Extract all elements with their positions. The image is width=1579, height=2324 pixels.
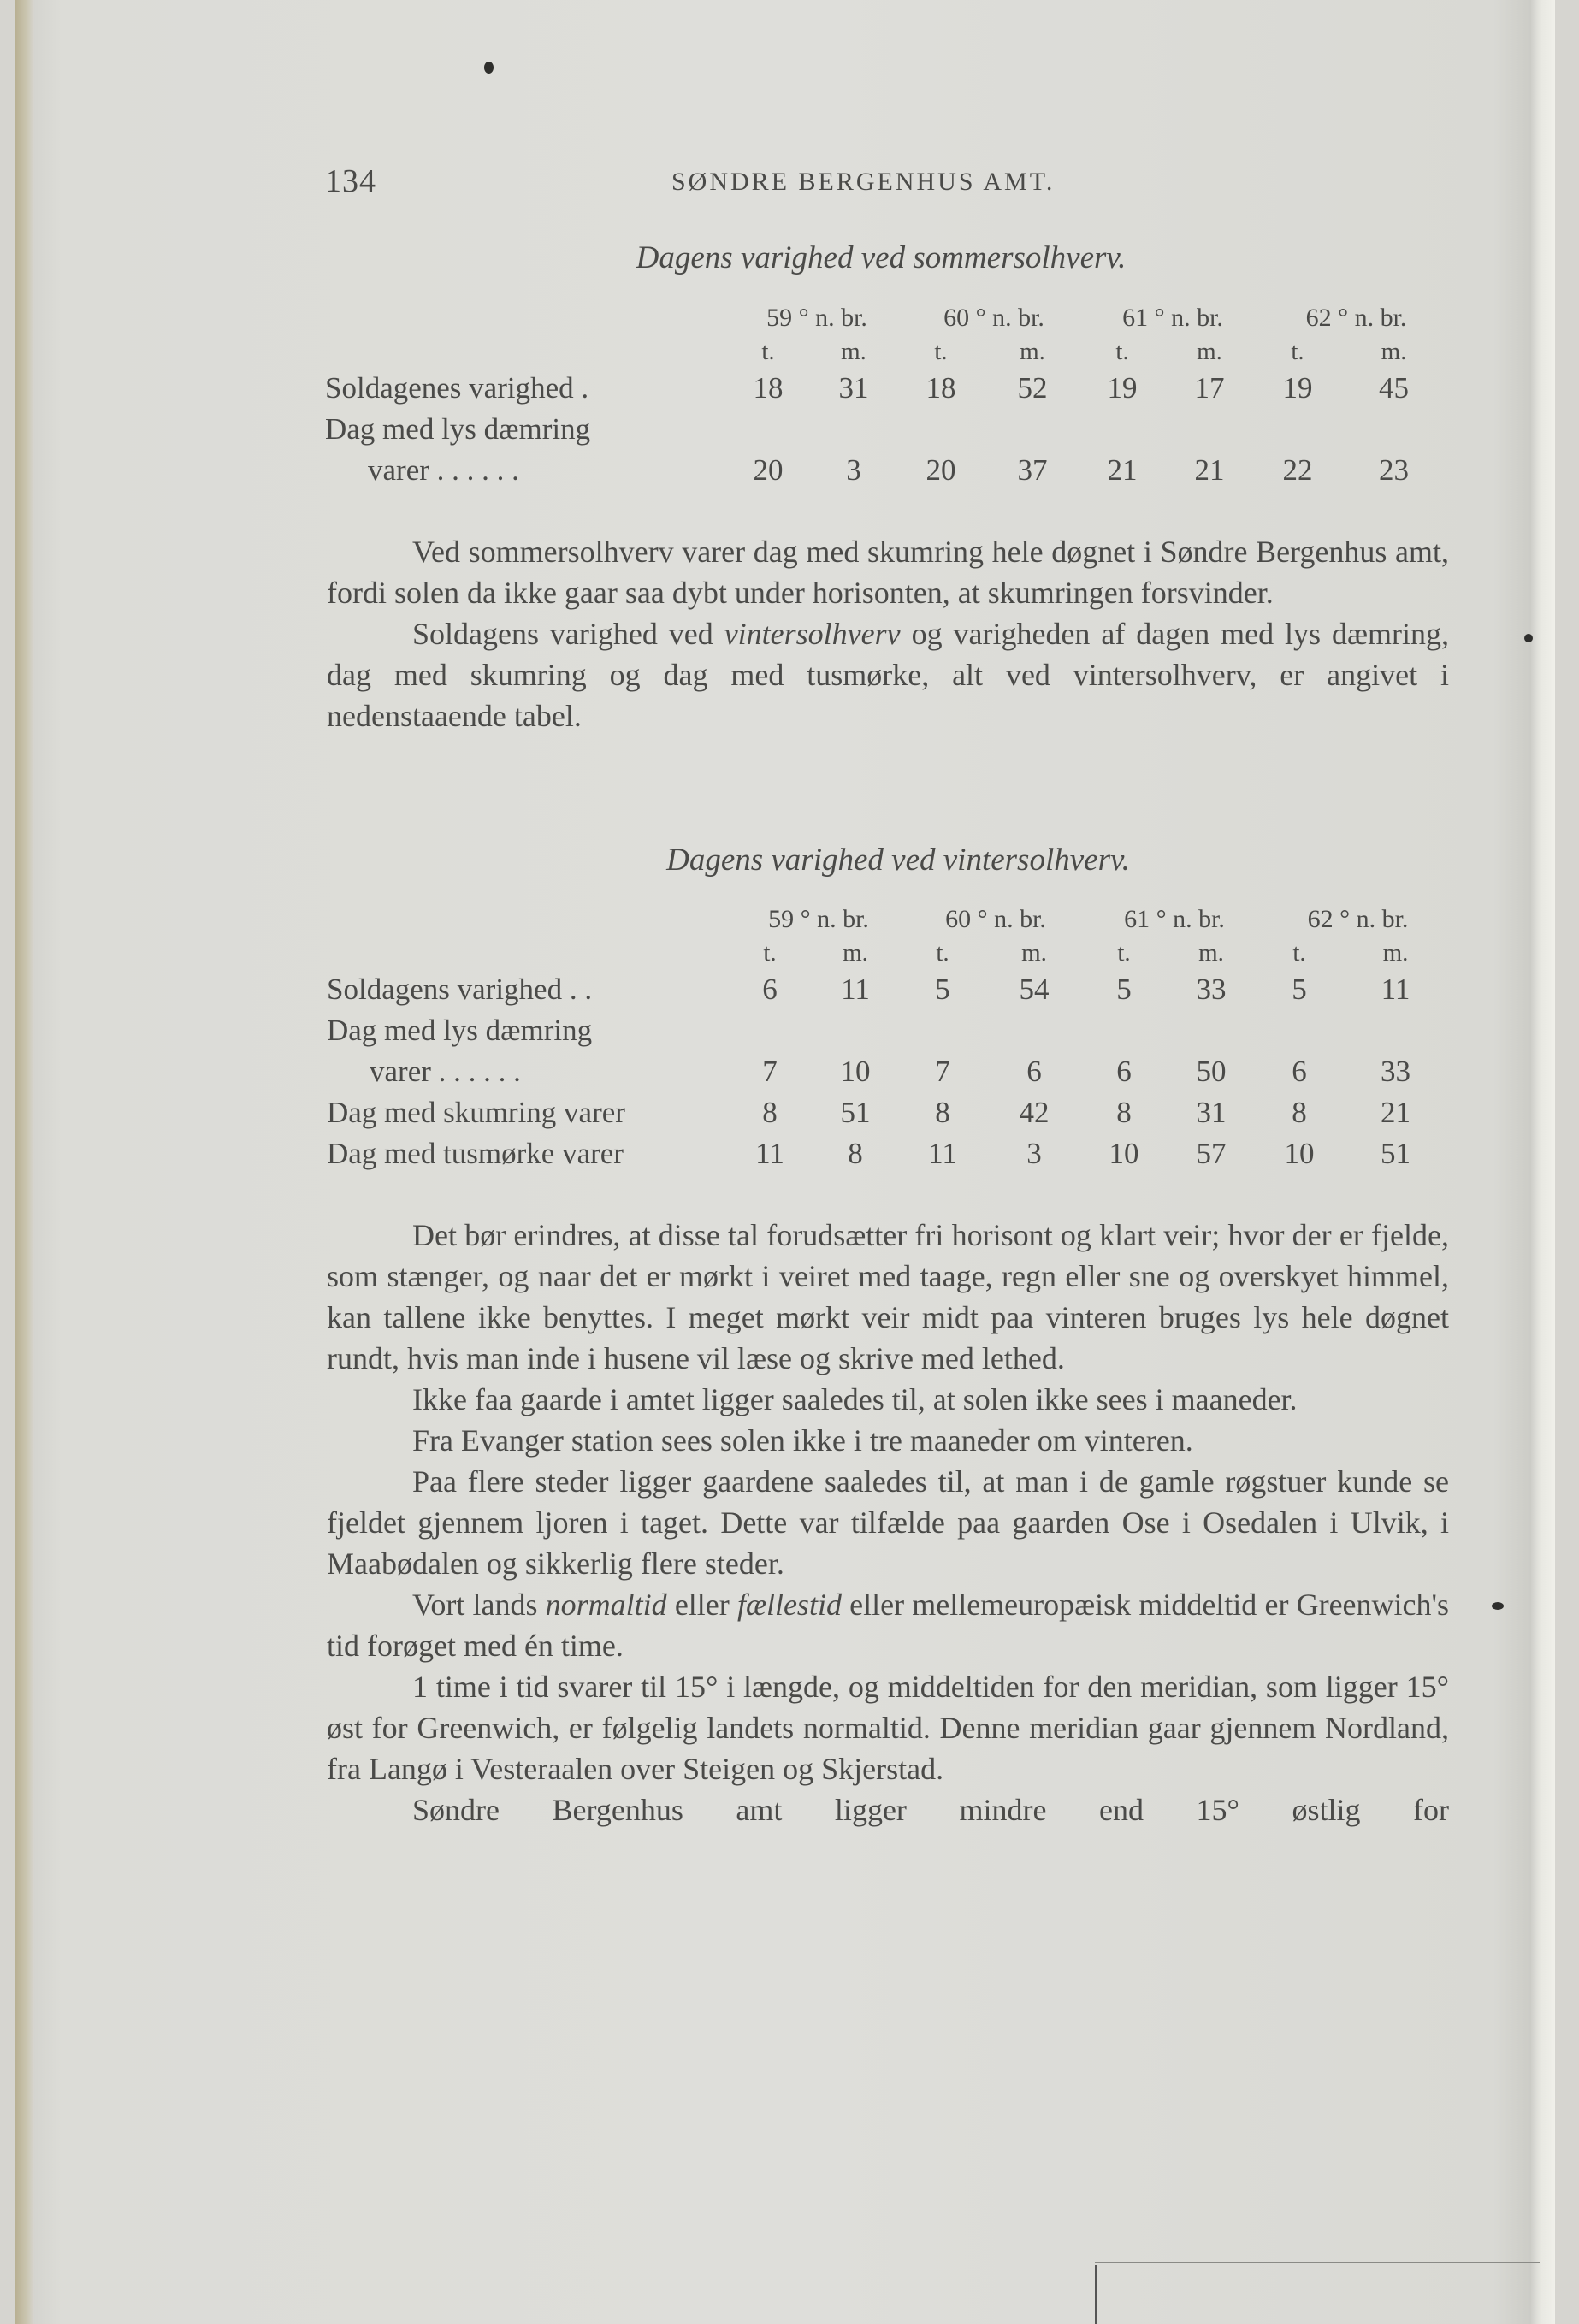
table-row (327, 1092, 1454, 1133)
paragraph: Ved sommersolhverv varer dag med skumring hele døgnet i Søndre Bergenhus amt, fordi solen da ikke gaar saa dybt under horisonten, at skumringen forsvinder. (327, 535, 1449, 610)
table-cell: 21 (1194, 453, 1225, 487)
table-cell: 11 (841, 973, 870, 1006)
ink-speck (484, 62, 494, 74)
unit-cell: t. (1117, 938, 1131, 967)
unit-cell: t. (1291, 337, 1304, 365)
paragraph: Fra Evanger station sees solen ikke i tre maaneder om vinteren. (412, 1423, 1193, 1458)
unit-cell: t. (934, 337, 948, 365)
table-row (325, 450, 1452, 491)
table-unit-row (327, 937, 1454, 969)
unit-cell: m. (1382, 938, 1409, 967)
running-title: SØNDRE BERGENHUS AMT. (671, 168, 1056, 196)
latitude-60-header: 60 ° n. br. (945, 905, 1046, 933)
paragraph: Søndre Bergenhus amt ligger mindre end 15° østlig for (412, 1793, 1449, 1827)
row-label: Soldagens varighed . . (327, 973, 593, 1006)
paragraph: Det bør erindres, at disse tal forudsætter fri horisont og klart veir; hvor der er fjelde, som stænger, og naar det er mørkt i veiret med taage, regn eller sne og overskyet himmel, kan tallene ikke benyttes. I meget mørkt veir midt paa vinteren bruges lys hele døgnet rundt, hvis man inde i husene vil læse og skrive med lethed. (327, 1218, 1449, 1375)
table-cell: 8 (848, 1137, 863, 1170)
table-cell: 23 (1379, 453, 1409, 487)
text-span: eller (666, 1588, 737, 1622)
unit-cell: m. (1020, 337, 1045, 365)
table-cell: 11 (928, 1137, 957, 1170)
table-cell: 18 (926, 371, 956, 405)
table-cell: 19 (1107, 371, 1138, 405)
table-header-row (325, 301, 1452, 335)
unit-cell: m. (1197, 337, 1222, 365)
row-label: Soldagenes varighed . (325, 371, 589, 405)
table-cell: 5 (1292, 973, 1307, 1006)
table-cell: 54 (1019, 973, 1050, 1006)
row-label: Dag med lys dæmring (325, 412, 591, 446)
table-cell: 7 (762, 1055, 778, 1088)
emphasis: vintersolhverv (724, 617, 901, 651)
table-cell: 8 (1116, 1096, 1132, 1129)
page-number: 134 (325, 163, 376, 199)
text-span: Vort lands (412, 1588, 546, 1622)
paragraph (327, 1584, 1449, 1666)
table-cell: 37 (1017, 453, 1048, 487)
table-cell: 31 (1196, 1096, 1227, 1129)
table-cell: 6 (762, 973, 778, 1006)
running-head (325, 163, 1454, 205)
text-span: eller mellemeuropæisk middeltid er Greenwich's tid forøget med én time. (327, 1588, 1450, 1663)
winter-solstice-table (327, 902, 1454, 1174)
table-cell: 8 (762, 1096, 778, 1129)
table-cell: 17 (1194, 371, 1225, 405)
table-cell: 22 (1282, 453, 1313, 487)
text-span: Soldagens varighed ved (412, 617, 724, 651)
unit-cell: t. (763, 938, 777, 967)
solstice-paragraphs (327, 531, 1449, 736)
table-cell: 31 (838, 371, 869, 405)
latitude-59-header: 59 ° n. br. (766, 304, 867, 332)
unit-cell: m. (1198, 938, 1224, 967)
table2-caption: Dagens varighed ved vintersolhverv. (666, 843, 1130, 878)
latitude-61-header: 61 ° n. br. (1124, 905, 1225, 933)
table-cell: 51 (840, 1096, 871, 1129)
table-cell: 3 (1026, 1137, 1042, 1170)
paragraph: 1 time i tid svarer til 15° i længde, og middeltiden for den meridian, som ligger 15° øst for Greenwich, er følgelig landets normaltid. Denne meridian gaar gjennem Nordland, fra Langø i Vesteraalen over Steigen og Skjerstad. (327, 1670, 1449, 1786)
latitude-62-header: 62 ° n. br. (1305, 304, 1407, 332)
unit-cell: m. (841, 337, 866, 365)
table-cell: 6 (1292, 1055, 1307, 1088)
latitude-62-header: 62 ° n. br. (1307, 905, 1409, 933)
table-cell: 8 (935, 1096, 950, 1129)
row-label: varer . . . . . . (370, 1055, 521, 1088)
table-cell: 18 (753, 371, 784, 405)
paragraph: Ikke faa gaarde i amtet ligger saaledes til, at solen ikke sees i maaneder. (412, 1382, 1298, 1416)
table-cell: 10 (1109, 1137, 1139, 1170)
page-fore-edge (1531, 0, 1555, 2324)
table-header-row (327, 902, 1454, 937)
table-row (325, 368, 1452, 409)
paragraph (327, 613, 1449, 736)
margin-rule (1095, 2265, 1097, 2324)
margin-rule (1095, 2262, 1540, 2263)
unit-cell: t. (936, 938, 949, 967)
table-cell: 8 (1292, 1096, 1307, 1129)
table-cell: 5 (935, 973, 950, 1006)
table-row (327, 1133, 1454, 1174)
unit-cell: t. (1292, 938, 1306, 967)
latitude-60-header: 60 ° n. br. (943, 304, 1044, 332)
table-cell: 20 (753, 453, 784, 487)
emphasis: normaltid (545, 1588, 667, 1622)
table-cell: 10 (840, 1055, 871, 1088)
latitude-61-header: 61 ° n. br. (1122, 304, 1223, 332)
table-cell: 33 (1381, 1055, 1410, 1088)
table-cell: 21 (1381, 1096, 1410, 1129)
ink-speck (1492, 1602, 1504, 1610)
table-cell: 21 (1107, 453, 1138, 487)
table1-caption: Dagens varighed ved sommersolhverv. (636, 240, 1127, 275)
table-cell: 3 (846, 453, 861, 487)
unit-cell: t. (761, 337, 775, 365)
ink-speck (1524, 634, 1533, 642)
table-cell: 51 (1381, 1137, 1410, 1170)
unit-cell: t. (1115, 337, 1129, 365)
table-cell: 57 (1196, 1137, 1227, 1170)
table-row (327, 1051, 1454, 1092)
table-unit-row (325, 335, 1452, 368)
table-cell: 33 (1196, 973, 1227, 1006)
paragraph: Paa flere steder ligger gaardene saaledes til, at man i de gamle røgstuer kunde se fjeldet gjennem ljoren i taget. Dette var tilfælde paa gaarden Ose i Osedalen i Ulvik, i Maabødalen og sikkerlig flere steder. (327, 1464, 1449, 1581)
table-cell: 19 (1282, 371, 1313, 405)
row-label: Dag med tusmørke varer (327, 1137, 624, 1170)
table-cell: 6 (1116, 1055, 1132, 1088)
table-row (325, 409, 1452, 450)
table-cell: 10 (1284, 1137, 1315, 1170)
table-cell: 42 (1019, 1096, 1050, 1129)
unit-cell: m. (1381, 337, 1407, 365)
summer-solstice-table (325, 301, 1452, 491)
text-span: og varigheden af dagen med lys dæmring, dag med skumring og dag med tusmørke, alt ved vintersolhverv, er angivet i nedenstaaende tabel. (327, 617, 1449, 733)
table-cell: 11 (755, 1137, 784, 1170)
unit-cell: m. (843, 938, 868, 967)
page-binding-edge (15, 0, 34, 2324)
table-cell: 52 (1017, 371, 1048, 405)
row-label: Dag med skumring varer (327, 1096, 625, 1129)
table-row (327, 1010, 1454, 1051)
unit-cell: m. (1021, 938, 1047, 967)
table-cell: 11 (1381, 973, 1410, 1006)
row-label: Dag med lys dæmring (327, 1014, 593, 1047)
table-cell: 45 (1379, 371, 1409, 405)
body-paragraphs (327, 1215, 1449, 1830)
table-row (327, 969, 1454, 1010)
table-cell: 20 (926, 453, 956, 487)
table-cell: 6 (1026, 1055, 1042, 1088)
emphasis: fællestid (736, 1588, 842, 1622)
table-cell: 7 (935, 1055, 950, 1088)
row-label: varer . . . . . . (368, 453, 519, 487)
table-cell: 5 (1116, 973, 1132, 1006)
latitude-59-header: 59 ° n. br. (768, 905, 869, 933)
table-cell: 50 (1196, 1055, 1227, 1088)
